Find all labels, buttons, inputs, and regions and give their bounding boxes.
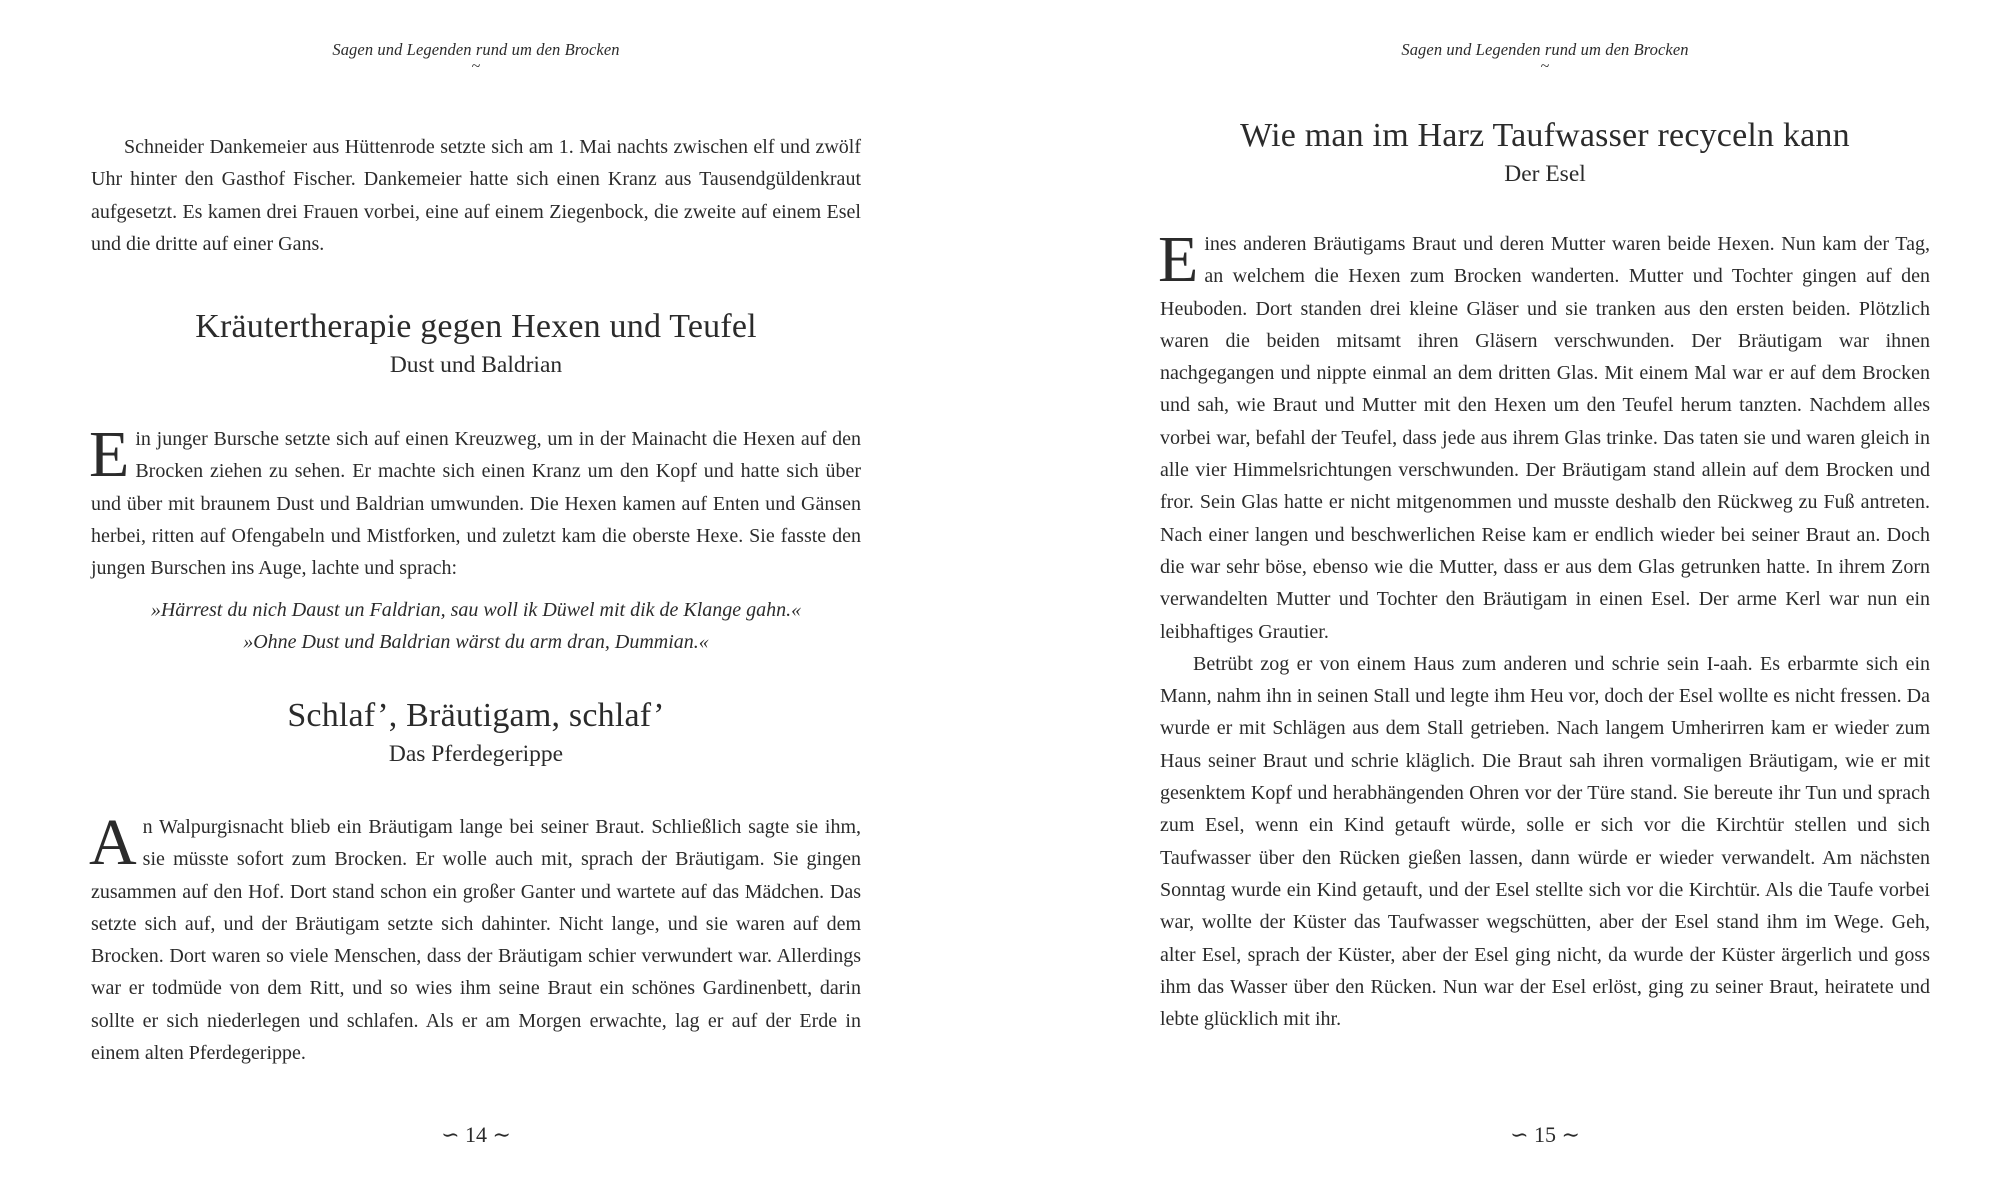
section-body — [1158, 223, 1930, 1035]
verse-quote — [91, 594, 861, 659]
left-page — [91, 0, 861, 1200]
verse-line: »Härrest du nich Daust un Faldrian, sau woll ik Düwel mit dik de Klange gahn.« — [150, 599, 802, 621]
section-title: Wie man im Harz Taufwasser recyceln kann — [1240, 117, 1850, 154]
section-heading — [1160, 115, 1930, 191]
section-body-text: in junger Bursche setzte sich auf einen Kreuzweg, um in der Mainacht die Hexen auf den Brocken ziehen zu sehen. Er machte sich einen Kranz um den Kopf und hatte sich über und über mit braunem Dust und Baldrian umwunden. Die Hexen kamen auf Enten und Gänsen herbei, ritten auf Ofengabeln und Mistforken, und zuletzt kam die oberste Hexe. Sie fasste den jungen Burschen ins Auge, lachte und sprach: — [91, 428, 861, 580]
drop-cap: A — [89, 806, 137, 879]
drop-cap: E — [1158, 223, 1199, 296]
section-body-text: n Walpurgisnacht blieb ein Bräutigam lange bei seiner Braut. Schließlich sagte sie ihm, sie müsste sofort zum Brocken. Er wolle auch mit, sprach der Bräutigam. Sie gingen zusammen auf den Hof. Dort stand schon ein großer Ganter und wartete auf das Mädchen. Das setzte sich auf, und der Bräutigam setzte sich dahinter. Nicht lange, und sie waren auf dem Brocken. Dort waren so viele Menschen, dass der Bräutigam schier verwundert war. Allerdings war er todmüde von dem Ritt, und so wies ihm seine Braut ein schönes Gardinenbett, darin sollte er sich niederlegen und schlafen. Als er am Morgen erwachte, lag er auf der Erde in einem alten Pferdegerippe. — [91, 816, 861, 1065]
right-page — [1160, 0, 1930, 1200]
section-heading — [91, 306, 861, 382]
page-number: ∽ 14 ∼ — [441, 1122, 511, 1147]
running-head-text: Sagen und Legenden rund um den Brocken — [332, 40, 620, 59]
page-number: ∽ 15 ∼ — [1510, 1122, 1580, 1147]
section-subtitle: Das Pferdegerippe — [388, 741, 564, 767]
intro-paragraph — [91, 131, 861, 260]
section-title: Kräutertherapie gegen Hexen und Teufel — [195, 308, 757, 345]
section-body-paragraph: Betrübt zog er von einem Haus zum anderen und schrie sein I-aah. Es erbarmte sich ein Mann, nahm ihn in seinen Stall und legte ihm Heu vor, doch der Esel wollte es nicht fressen. Da wurde er mit Schlägen aus dem Stall getrieben. Nach langem Umherirren kam er wieder zum Haus seiner Braut und schrie kläglich. Die Braut sah ihren vormaligen Bräutigam, wie er mit gesenktem Kopf und herabhängenden Ohren vor der Türe stand. Sie bereute ihr Tun und sprach zum Esel, wenn ein Kind getauft würde, solle er sich vor die Kirchtür stellen und sich Taufwasser über den Rücken gießen lassen, dann würde er wieder verwandelt. Am nächsten Sonntag wurde ein Kind getauft, und der Esel stellte sich vor die Kirchtür. Als die Taufe vorbei war, wollte der Küster das Taufwasser wegschütten, aber der Esel stand ihm im Wege. Geh, alter Esel, sprach der Küster, aber der Esel ging nicht, da wurde der Küster ärgerlich und goss ihm das Wasser über den Rücken. Nun war der Esel erlöst, ging zu seiner Braut, heiratete und lebte glücklich mit ihr. — [1160, 652, 1930, 1031]
running-head-text: Sagen und Legenden rund um den Brocken — [1401, 40, 1689, 59]
running-head-ornament: ~ — [1540, 58, 1550, 75]
section-title: Schlaf’, Bräutigam, schlaf’ — [287, 697, 665, 734]
running-head-ornament: ~ — [471, 58, 481, 75]
section-body — [89, 806, 861, 1069]
running-head — [91, 40, 861, 73]
drop-cap: E — [89, 418, 130, 491]
section-body — [89, 418, 861, 584]
section-subtitle: Dust und Baldrian — [389, 352, 563, 378]
section-subtitle: Der Esel — [1504, 161, 1586, 187]
intro-paragraph-text: Schneider Dankemeier aus Hüttenrode setzte sich am 1. Mai nachts zwischen elf und zwölf Uhr hinter den Gasthof Fischer. Dankemeier hatte sich einen Kranz aus Tausendgüldenkraut aufgesetzt. Es kamen drei Frauen vorbei, eine auf einem Ziegenbock, die zweite auf einem Esel und die dritte auf einer Gans. — [91, 136, 861, 255]
section-heading — [91, 695, 861, 771]
section-body-text: ines anderen Bräutigams Braut und deren Mutter waren beide Hexen. Nun kam der Tag, an welchem die Hexen zum Brocken wanderten. Mutter und Tochter gingen auf den Heuboden. Dort standen drei kleine Gläser und sie tranken aus den ersten beiden. Plötzlich waren die beiden mitsamt ihren Gläsern verschwunden. Der Bräutigam war ihnen nachgegangen und nippte einmal an dem dritten Glas. Mit einem Mal war er auf dem Brocken und sah, wie Braut und Mutter mit den Hexen um den Teufel herum tanzten. Nachdem alles vorbei war, befahl der Teufel, dass jede aus ihrem Glas trinke. Das taten sie und waren gleich in alle vier Himmelsrichtungen verschwunden. Der Bräutigam stand allein auf dem Brocken und fror. Sein Glas hatte er nicht mitgenommen und musste deshalb den Rückweg zu Fuß antreten. Nach einer langen und beschwerlichen Reise kam er endlich wieder bei seiner Braut an. Doch die war sehr böse, ebenso wie die Mutter, dass er aus dem Glas getrunken hatte. In ihrem Zorn verwandelten Mutter und Tochter den Bräutigam in einen Esel. Der arme Kerl war nun ein leibhaftiges Grautier. — [1160, 233, 1930, 643]
verse-line: »Ohne Dust und Baldrian wärst du arm dran, Dummian.« — [243, 631, 709, 654]
running-head — [1160, 40, 1930, 73]
